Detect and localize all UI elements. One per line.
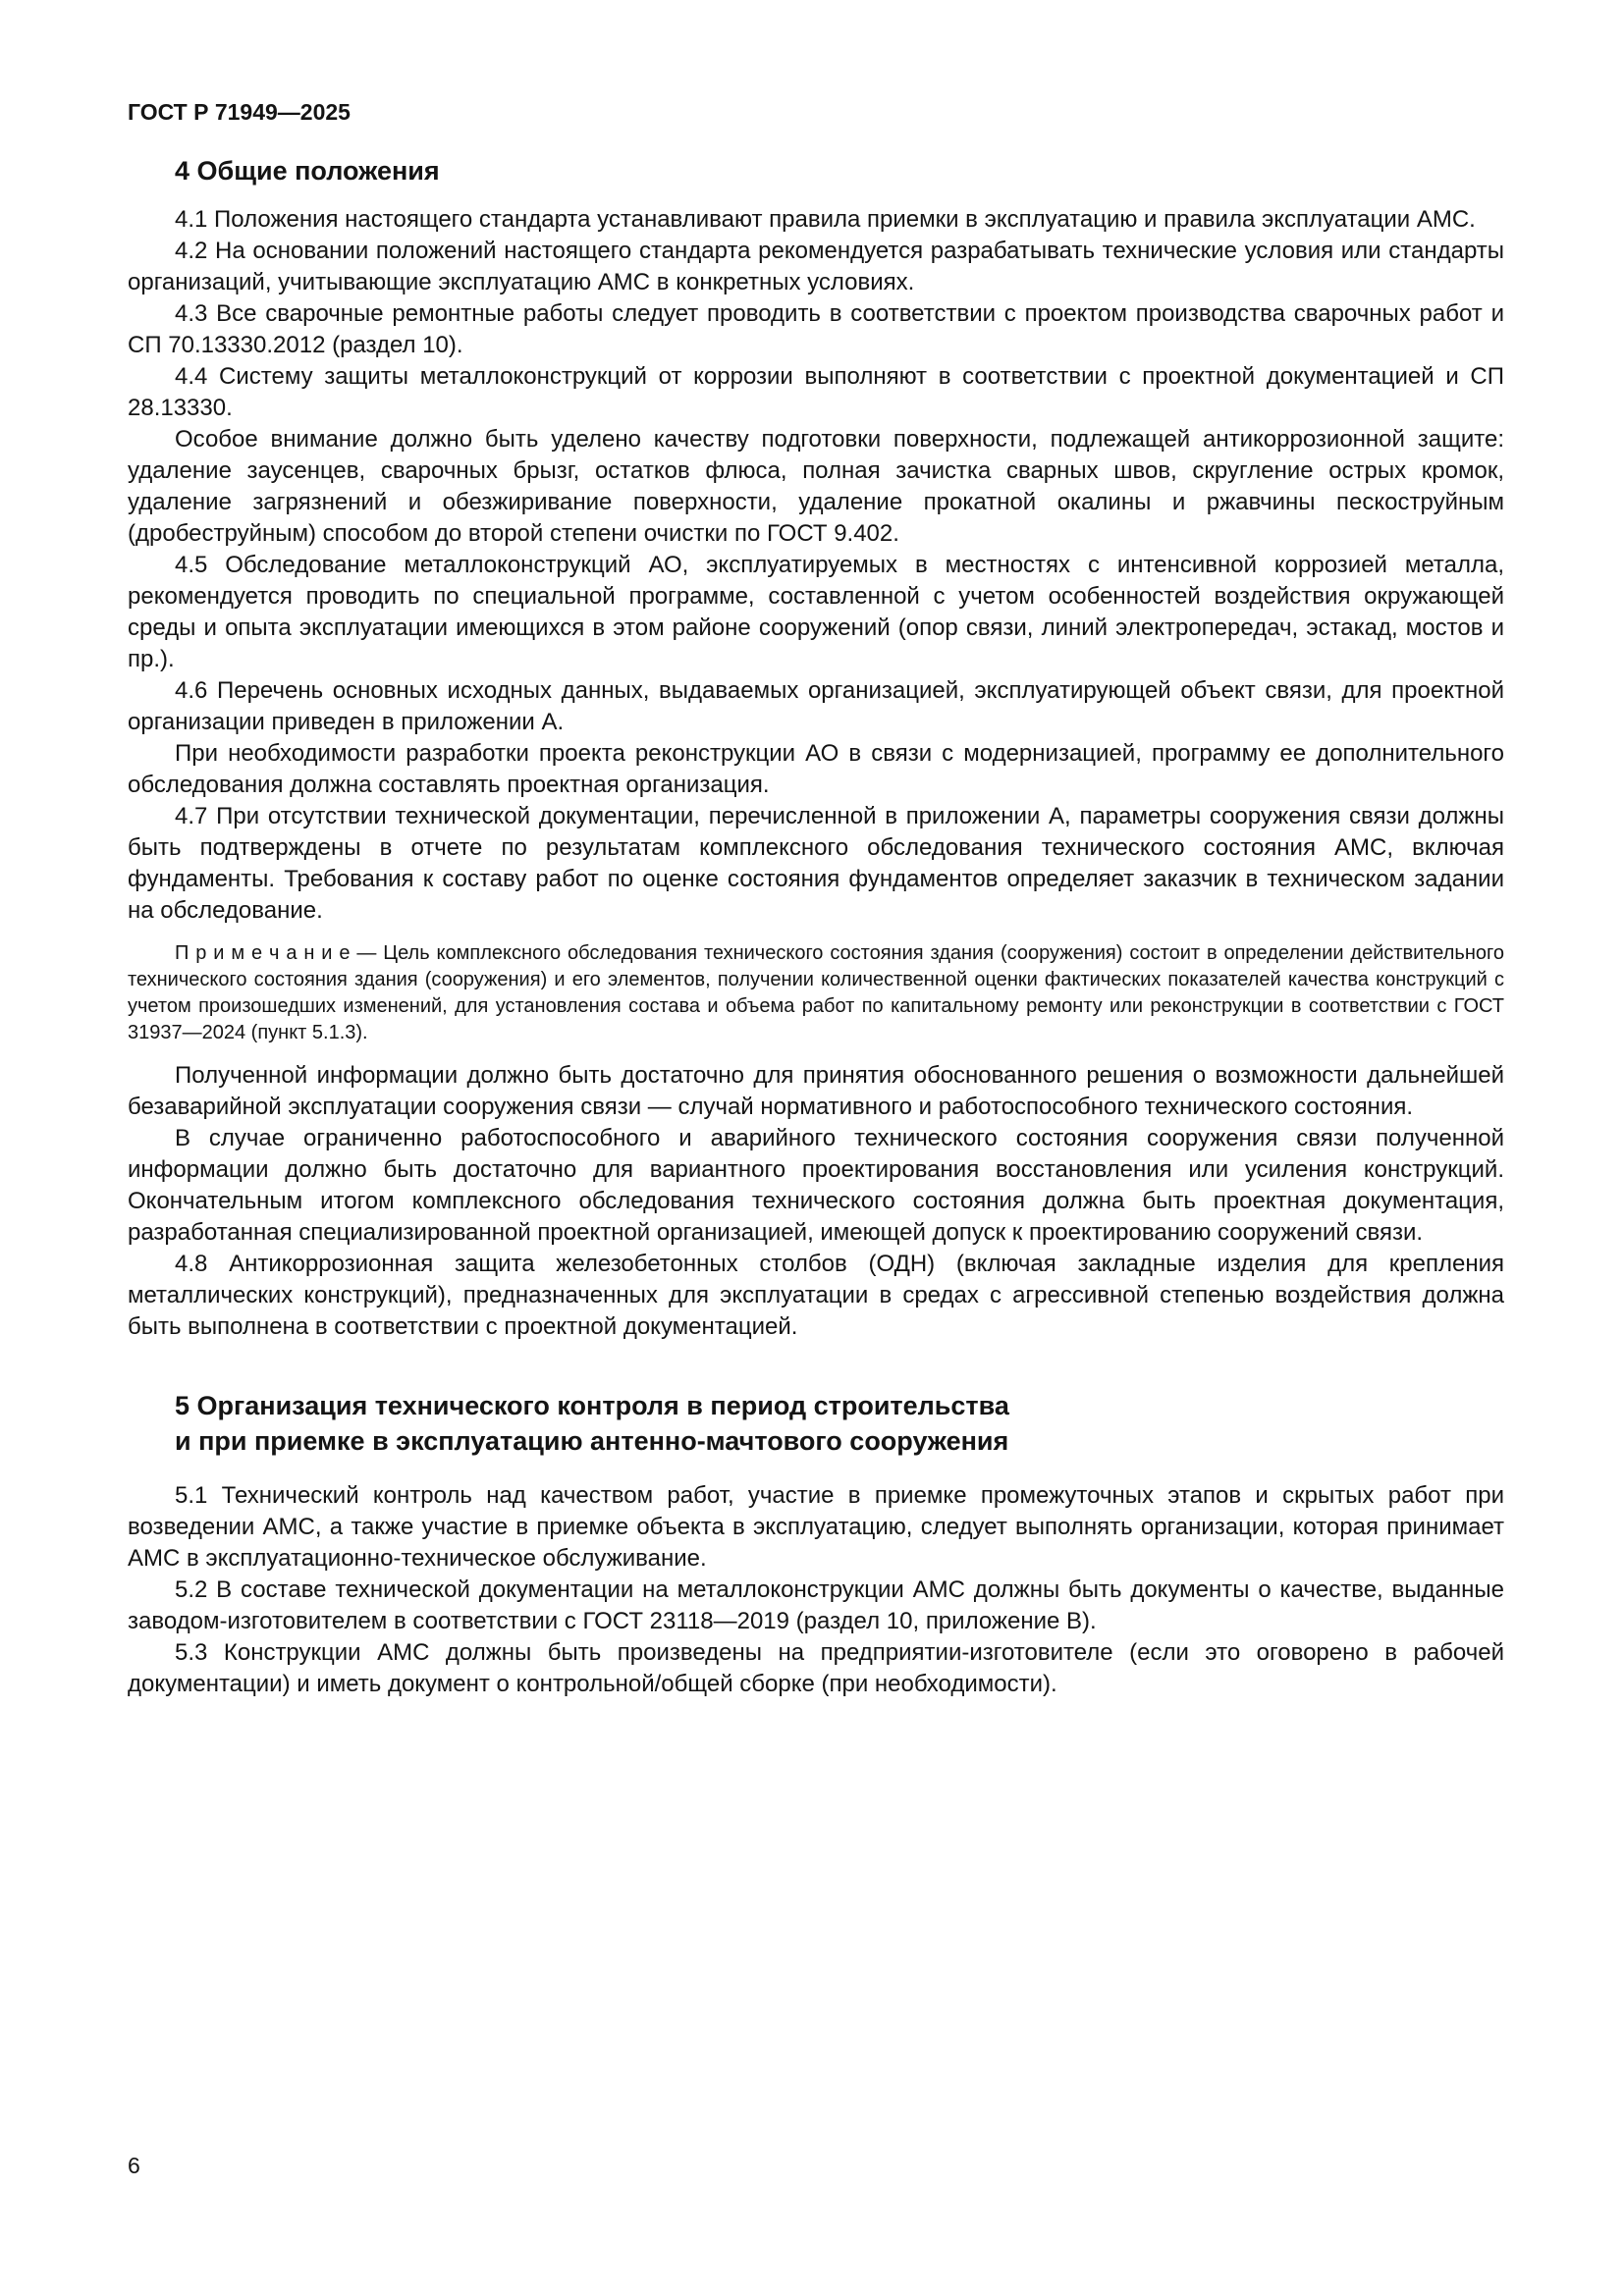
- page-number: 6: [128, 2153, 140, 2178]
- clause-4-5: 4.5 Обследование металлоконструкций АО, эксплуатируемых в местностях с интенсивной коррозией металла, рекомендуется проводить по специальной программе, составленной с учетом особенностей воздействия окружающей среды и опыта эксплуатации имеющихся в этом районе сооружений (опор связи, линий электропередач, эстакад, мостов и пр.).: [128, 552, 1504, 672]
- clause-5-2: 5.2 В составе технической документации на металлоконструкции АМС должны быть документы о качестве, выданные заводом-изготовителем в соответствии с ГОСТ 23118—2019 (раздел 10, приложение В).: [128, 1576, 1504, 1634]
- paragraph-limited-operability: В случае ограниченно работоспособного и аварийного технического состояния сооружения связи полученной информации должно быть достаточно для вариантного проектирования восстановления или усиления конструкций. Окончательным итогом комплексного обследования технического состояния должна быть проектная документация, разработанная специализированной проектной организацией, имеющей допуск к проектированию сооружений связи.: [128, 1125, 1504, 1246]
- clause-4-3: 4.3 Все сварочные ремонтные работы следует проводить в соответствии с проектом производства сварочных работ и СП 70.13330.2012 (раздел 10).: [128, 300, 1504, 358]
- clause-4-4: 4.4 Систему защиты металлоконструкций от коррозии выполняют в соответствии с проектной документацией и СП 28.13330.: [128, 363, 1504, 421]
- clause-4-7: 4.7 При отсутствии технической документации, перечисленной в приложении А, параметры сооружения связи должны быть подтверждены в отчете по результатам комплексного обследования технического состояния АМС, включая фундаменты. Требования к составу работ по оценке состояния фундаментов определяет заказчик в техническом задании на обследование.: [128, 803, 1504, 924]
- clause-5-3: 5.3 Конструкции АМС должны быть произведены на предприятии-изготовителе (если это оговорено в рабочей документации) и иметь документ о контрольной/общей сборке (при необходимости).: [128, 1639, 1504, 1697]
- clause-4-2: 4.2 На основании положений настоящего стандарта рекомендуется разрабатывать технические условия или стандарты организаций, учитывающие эксплуатацию АМС в конкретных условиях.: [128, 238, 1504, 295]
- clause-5-1: 5.1 Технический контроль над качеством работ, участие в приемке промежуточных этапов и скрытых работ при возведении АМС, а также участие в приемке объекта в эксплуатацию, следует выполнять организации, которая принимает АМС в эксплуатационно-техническое обслуживание.: [128, 1482, 1504, 1572]
- note-paragraph: П р и м е ч а н и е — Цель комплексного обследования технического состояния здания (сооружения) состоит в определении действительного технического состояния здания (сооружения) и его элементов, получении количественной оценки фактических показателей качества конструкций с учетом произошедших изменений, для установления состава и объема работ по капитальному ремонту или реконструкции в соответствии с ГОСТ 31937—2024 (пункт 5.1.3).: [128, 942, 1504, 1043]
- paragraph-information-sufficiency: Полученной информации должно быть достаточно для принятия обоснованного решения о возможности дальнейшей безаварийной эксплуатации сооружения связи — случай нормативного и работоспособного технического состояния.: [128, 1062, 1504, 1120]
- paragraph-surface-preparation: Особое внимание должно быть уделено качеству подготовки поверхности, подлежащей антикоррозионной защите: удаление заусенцев, сварочных брызг, остатков флюса, полная зачистка сварных швов, скругление острых кромок, удаление загрязнений и обезжиривание поверхности, удаление прокатной окалины и ржавчины пескоструйным (дробеструйным) способом до второй степени очистки по ГОСТ 9.402.: [128, 426, 1504, 547]
- clause-4-6: 4.6 Перечень основных исходных данных, выдаваемых организацией, эксплуатирующей объект связи, для проектной организации приведен в приложении А.: [128, 677, 1504, 735]
- section-5-heading: [175, 1388, 1504, 1459]
- section-5-heading-line-1: 5 Организация технического контроля в период строительства: [175, 1391, 1009, 1420]
- clause-4-1: 4.1 Положения настоящего стандарта устанавливают правила приемки в эксплуатацию и правила эксплуатации АМС.: [175, 206, 1476, 233]
- section-4-heading: 4 Общие положения: [175, 156, 440, 186]
- clause-4-8: 4.8 Антикоррозионная защита железобетонных столбов (ОДН) (включая закладные изделия для крепления металлических конструкций), предназначенных для эксплуатации в средах с агрессивной степенью воздействия должна быть выполнена в соответствии с проектной документацией.: [128, 1251, 1504, 1340]
- section-5-heading-line-2: и при приемке в эксплуатацию антенно-мачтового сооружения: [175, 1426, 1009, 1456]
- paragraph-reconstruction-program: При необходимости разработки проекта реконструкции АО в связи с модернизацией, программу ее дополнительного обследования должна составлять проектная организация.: [128, 740, 1504, 798]
- running-header: ГОСТ Р 71949—2025: [128, 99, 351, 125]
